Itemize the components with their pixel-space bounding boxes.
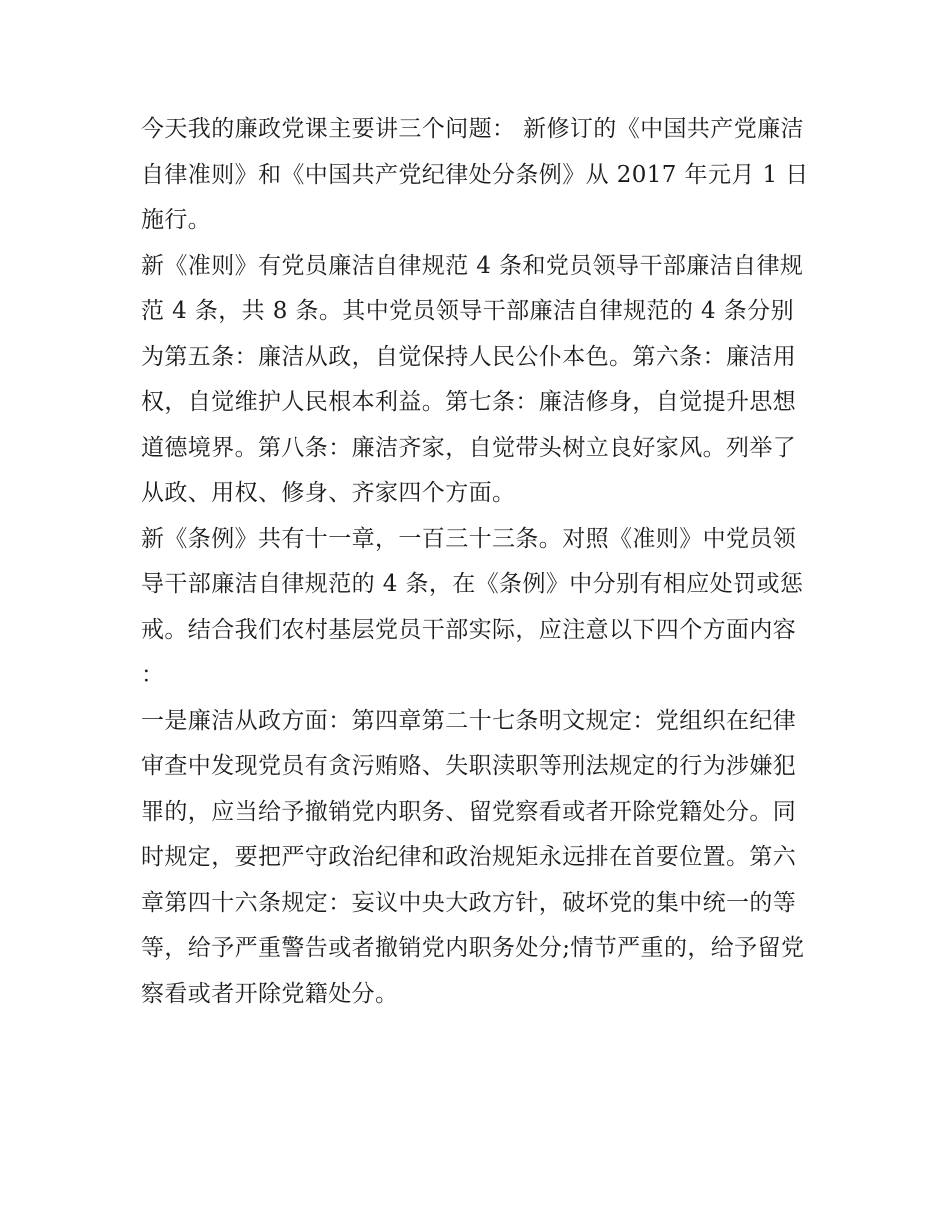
paragraph-tiaoli: 新《条例》共有十一章，一百三十三条。对照《准则》中党员领导干部廉洁自律规范的 4 条，在《条例》中分别有相应处罚或惩戒。结合我们农村基层党员干部实际，应注意以下四个方面内容： xyxy=(141,525,804,688)
document-body xyxy=(141,107,813,1017)
paragraph-zhunze: 新《准则》有党员廉洁自律规范 4 条和党员领导干部廉洁自律规范 4 条，共 8 条。其中党员领导干部廉洁自律规范的 4 条分别为第五条：廉洁从政，自觉保持人民公仆本色。第六条：廉洁用权，自觉维护人民根本利益。第七条：廉洁修身，自觉提升思想道德境界。第八条：廉洁齐家，自觉带头树立良好家风。列举了从政、用权、修身、齐家四个方面。 xyxy=(141,252,804,506)
paragraph-lianjie-congzheng: 一是廉洁从政方面：第四章第二十七条明文规定：党组织在纪律审查中发现党员有贪污贿赂、失职渎职等刑法规定的行为涉嫌犯罪的，应当给予撤销党内职务、留党察看或者开除党籍处分。同时规定，要把严守政治纪律和政治规矩永远排在首要位置。第六章第四十六条规定：妄议中央大政方针，破坏党的集中统一的等等，给予严重警告或者撤销党内职务处分;情节严重的，给予留党察看或者开除党籍处分。 xyxy=(141,707,805,1007)
paragraph-intro: 今天我的廉政党课主要讲三个问题： 新修订的《中国共产党廉洁自律准则》和《中国共产党纪律处分条例》从 2017 年元月 1 日施行。 xyxy=(141,116,809,233)
